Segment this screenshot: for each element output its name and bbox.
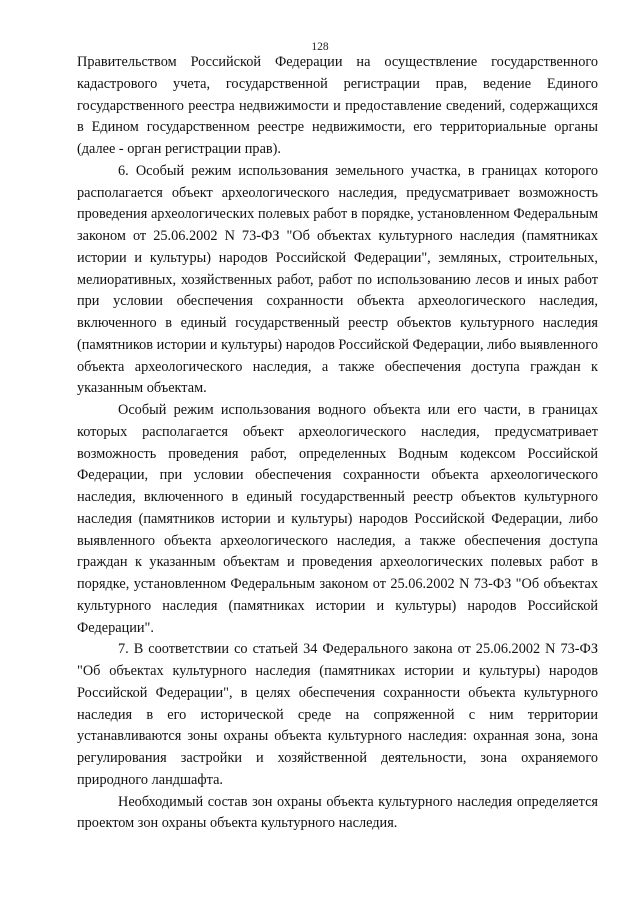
paragraph-continuation: Правительством Российской Федерации на осуществление государственного кадастрового учета, государственной регистрации прав, ведение Единого государственного реестра недвижимости и предоставление сведений, содержащихся в Едином государственном реестре недвижимости, его территориальные органы (далее - орган регистрации прав). xyxy=(77,54,598,157)
paragraph-item-6: 6. Особый режим использования земельного участка, в границах которого располагается объект археологического наследия, предусматривает возможность проведения археологических полевых работ в порядке, установленном Федеральным законом от 25.06.2002 N 73-ФЗ "Об объектах культурного наследия (памятниках истории и культуры) народов Российской Федерации", земляных, строительных, мелиоративных, хозяйственных работ, работ по использованию лесов и иных работ при условии обеспечения сохранности объекта археологического наследия, включенного в единый государственный реестр объектов культурного наследия (памятников истории и культуры) народов Российской Федерации, либо выявленного объекта археологического наследия, а также обеспечения доступа граждан к указанным объектам. xyxy=(77,162,598,397)
page-number: 128 xyxy=(311,41,329,53)
document-body xyxy=(77,52,598,835)
paragraph-protection-zones: Необходимый состав зон охраны объекта культурного наследия определяется проектом зон охраны объекта культурного наследия. xyxy=(77,793,598,832)
paragraph-water-object: Особый режим использования водного объекта или его части, в границах которых располагается объект археологического наследия, предусматривает возможность проведения работ, определенных Водным кодексом Российской Федерации, при условии обеспечения сохранности объекта археологического наследия, включенного в единый государственный реестр объектов культурного наследия (памятников истории и культуры) народов Российской Федерации, либо выявленного объекта археологического наследия, а также обеспечения доступа граждан к указанным объектам и проведения археологических полевых работ в порядке, установленном Федеральным законом от 25.06.2002 N 73-ФЗ "Об объектах культурного наследия (памятниках истории и культуры) народов Российской Федерации". xyxy=(77,402,598,636)
paragraph-item-7: 7. В соответствии со статьей 34 Федерального закона от 25.06.2002 N 73-ФЗ "Об объектах культурного наследия (памятниках истории и культуры) народов Российской Федерации", в целях обеспечения сохранности объекта культурного наследия в его исторической среде на сопряженной с ним территории устанавливаются зоны охраны объекта культурного наследия: охранная зона, зона регулирования застройки и хозяйственной деятельности, зона охраняемого природного ландшафта. xyxy=(77,641,598,788)
